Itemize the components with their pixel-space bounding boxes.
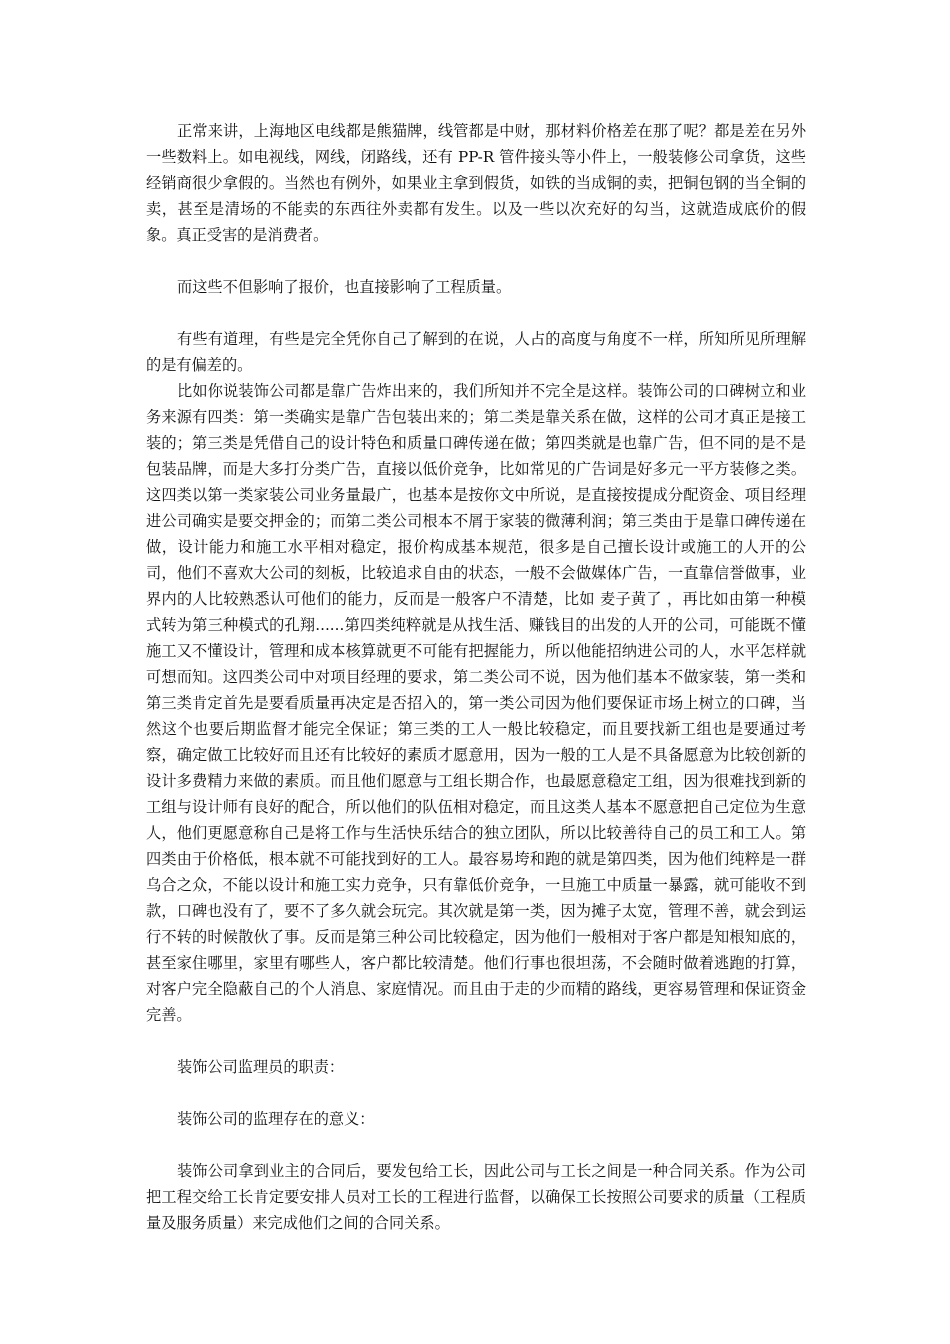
document-body <box>146 118 806 1236</box>
paragraph-quality-impact: 而这些不但影响了报价，也直接影响了工程质量。 <box>177 278 512 296</box>
paragraph-perspective: 有些有道理，有些是完全凭你自己了解到的在说，人占的高度与角度不一样，所知所见所理解的是有偏差的。 <box>146 330 806 374</box>
paragraph-material-prices: 正常来讲，上海地区电线都是熊猫牌，线管都是中财，那材料价格差在那了呢？都是差在另外一些数料上。如电视线，网线，闭路线，还有 PP-R 管件接头等小件上，一般装修公司拿货，这些经销商很少拿假的。当然也有例外，如果业主拿到假货，如铁的当成铜的卖，把铜包钢的当全铜的卖，甚至是清场的不能卖的东西往外卖都有发生。以及一些以次充好的勾当，这就造成底价的假象。真正受害的是消费者。 <box>146 122 806 244</box>
heading-supervision-meaning: 装饰公司的监理存在的意义： <box>177 1110 375 1128</box>
heading-supervisor-duties: 装饰公司监理员的职责： <box>177 1058 345 1076</box>
paragraph-company-types: 比如你说装饰公司都是靠广告炸出来的，我们所知并不完全是这样。装饰公司的口碑树立和业务来源有四类：第一类确实是靠广告包装出来的；第二类是靠关系在做，这样的公司才真正是接工装的；第三类是凭借自己的设计特色和质量口碑传递在做；第四类就是也靠广告，但不同的是不是包装品牌，而是大多打分类广告，直接以低价竞争，比如常见的广告词是好多元一平方装修之类。这四类以第一类家装公司业务量最广，也基本是按你文中所说，是直接按提成分配资金、项目经理进公司确实是要交押金的；而第二类公司根本不屑于家装的微薄利润；第三类由于是靠口碑传递在做，设计能力和施工水平相对稳定，报价构成基本规范，很多是自己擅长设计或施工的人开的公司，他们不喜欢大公司的刻板，比较追求自由的状态，一般不会做媒体广告，一直靠信誉做事，业界内的人比较熟悉认可他们的能力，反而是一般客户不清楚，比如 麦子黄了 ，再比如由第一种模式转为第三种模式的孔翔......第四类纯粹就是从找生活、赚钱目的出发的人开的公司，可能既不懂施工又不懂设计，管理和成本核算就更不可能有把握能力，所以他能招纳进公司的人，水平怎样就可想而知。这四类公司中对项目经理的要求，第二类公司不说，因为他们基本不做家装，第一类和第三类肯定首先是要看质量再决定是否招入的，第一类公司因为他们要保证市场上树立的口碑，当然这个也要后期监督才能完全保证；第三类的工人一般比较稳定，而且要找新工组也是要通过考察，确定做工比较好而且还有比较好的素质才愿意用，因为一般的工人是不具备愿意为比较创新的设计多费精力来做的素质。而且他们愿意与工组长期合作，也最愿意稳定工组，因为很难找到新的工组与设计师有良好的配合，所以他们的队伍相对稳定，而且这类人基本不愿意把自己定位为生意人，他们更愿意称自己是将工作与生活快乐结合的独立团队，所以比较善待自己的员工和工人。第四类由于价格低，根本就不可能找到好的工人。最容易垮和跑的就是第四类，因为他们纯粹是一群乌合之众，不能以设计和施工实力竞争，只有靠低价竞争，一旦施工中质量一暴露，就可能收不到款，口碑也没有了，要不了多久就会玩完。其次就是第一类，因为摊子太宽，管理不善，就会到运行不转的时候散伙了事。反而是第三种公司比较稳定，因为他们一般相对于客户都是知根知底的，甚至家住哪里，家里有哪些人，客户都比较清楚。他们行事也很坦荡，不会随时做着逃跑的打算，对客户完全隐蔽自己的个人消息、家庭情况。而且由于走的少而精的路线，更容易管理和保证资金完善。 <box>146 382 806 1024</box>
paragraph-contract-relationship: 装饰公司拿到业主的合同后，要发包给工长，因此公司与工长之间是一种合同关系。作为公司把工程交给工长肯定要安排人员对工长的工程进行监督，以确保工长按照公司要求的质量（工程质量及服务质量）来完成他们之间的合同关系。 <box>146 1162 806 1232</box>
